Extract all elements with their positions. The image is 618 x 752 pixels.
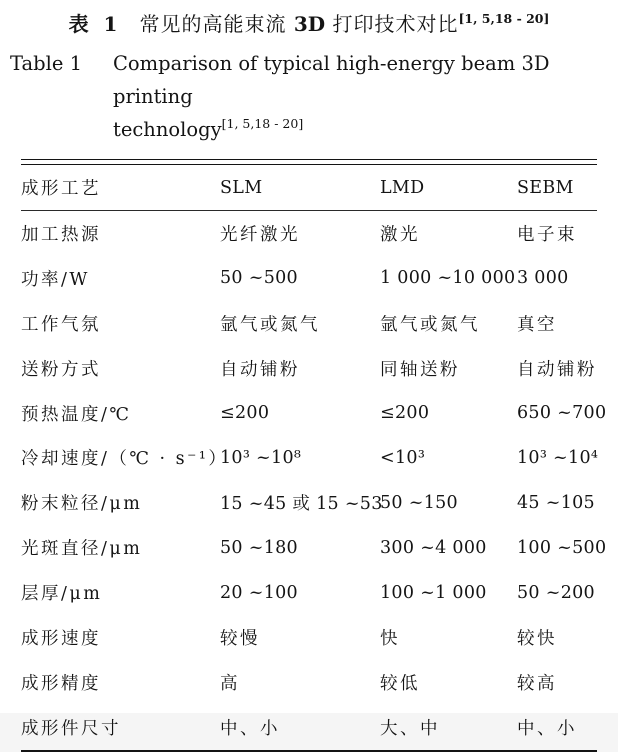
table-row bbox=[21, 480, 597, 525]
cell-sebm: 自动铺粉 bbox=[517, 359, 597, 380]
cell-slm: 50 ~180 bbox=[220, 537, 298, 558]
cell-lmd: 大、中 bbox=[380, 718, 440, 739]
caption-zh-title-post: 打印技术对比 bbox=[325, 12, 459, 36]
cell-lmd: 氩气或氮气 bbox=[380, 314, 480, 335]
cell-slm: 中、小 bbox=[220, 718, 280, 739]
table-row bbox=[21, 301, 597, 346]
cell-sebm: 较高 bbox=[517, 673, 557, 694]
row-label: 加工热源 bbox=[21, 224, 101, 245]
cell-sebm: 10³ ~10⁴ bbox=[517, 447, 599, 468]
table-row bbox=[21, 211, 597, 256]
table-row bbox=[21, 615, 597, 660]
cell-slm: ≤200 bbox=[220, 403, 270, 423]
row-label: 功率/W bbox=[21, 269, 90, 290]
cell-lmd: 100 ~1 000 bbox=[380, 582, 487, 603]
cell-lmd: 50 ~150 bbox=[380, 492, 458, 513]
row-label: 粉末粒径/μm bbox=[21, 494, 143, 515]
cell-sebm: 真空 bbox=[517, 314, 557, 335]
cell-sebm: 较快 bbox=[517, 628, 557, 649]
table-row bbox=[21, 435, 597, 480]
cell-slm: 10³ ~10⁸ bbox=[220, 447, 302, 468]
cell-sebm: 3 000 bbox=[517, 268, 569, 289]
caption-zh bbox=[0, 0, 618, 40]
cell-lmd: 激光 bbox=[380, 224, 420, 245]
table-row bbox=[21, 660, 597, 705]
caption-en-title bbox=[113, 47, 618, 148]
cell-sebm: 电子束 bbox=[517, 224, 577, 245]
cell-slm: 氩气或氮气 bbox=[220, 314, 320, 335]
table-header-row bbox=[21, 165, 597, 210]
cell-lmd: 较低 bbox=[380, 673, 420, 694]
caption-en bbox=[0, 47, 618, 148]
table-row bbox=[21, 391, 607, 436]
cell-sebm: 45 ~105 bbox=[517, 492, 595, 513]
caption-zh-citation-superscript: [1, 5,18 - 20] bbox=[458, 11, 550, 26]
cell-slm: 高 bbox=[220, 673, 240, 694]
cell-sebm: 中、小 bbox=[517, 718, 577, 739]
cell-slm: 20 ~100 bbox=[220, 582, 298, 603]
cell-sebm: 50 ~200 bbox=[517, 582, 595, 603]
cell-slm: 光纤激光 bbox=[220, 224, 300, 245]
row-label: 冷却速度/（℃ · s⁻¹） bbox=[21, 449, 229, 470]
caption-en-title-line1: Comparison of typical high-energy beam 3D printing bbox=[113, 52, 550, 108]
table-row bbox=[21, 256, 597, 301]
cell-lmd: 同轴送粉 bbox=[380, 359, 460, 380]
row-label: 成形速度 bbox=[21, 628, 101, 649]
row-label: 工作气氛 bbox=[21, 314, 101, 335]
column-header-process: 成形工艺 bbox=[21, 179, 101, 199]
row-label: 层厚/μm bbox=[21, 584, 103, 605]
column-header-lmd: LMD bbox=[380, 177, 425, 198]
caption-en-citation-superscript: [1, 5,18 - 20] bbox=[221, 116, 304, 131]
caption-en-label: Table 1 bbox=[10, 52, 82, 75]
cell-sebm: 100 ~500 bbox=[517, 537, 607, 558]
table-row bbox=[21, 346, 597, 391]
cell-slm: 50 ~500 bbox=[220, 268, 298, 289]
caption-zh-label: 表 1 bbox=[68, 12, 122, 36]
cell-slm: 15 ~45 或 15 ~53 bbox=[220, 494, 383, 515]
row-label: 成形精度 bbox=[21, 673, 101, 694]
cell-lmd: ≤200 bbox=[380, 403, 430, 423]
cell-lmd: <10³ bbox=[380, 447, 426, 468]
row-label: 送粉方式 bbox=[21, 359, 101, 380]
cell-lmd: 300 ~4 000 bbox=[380, 537, 487, 558]
cell-lmd: 快 bbox=[380, 628, 400, 649]
column-header-sebm: SEBM bbox=[517, 177, 574, 198]
table-bottom-rule bbox=[21, 750, 597, 752]
row-label: 预热温度/℃ bbox=[21, 404, 132, 425]
comparison-table bbox=[21, 159, 607, 752]
table-row bbox=[21, 570, 597, 615]
row-label: 成形件尺寸 bbox=[21, 718, 121, 739]
caption-zh-title-bold: 3D bbox=[293, 12, 326, 36]
column-header-slm: SLM bbox=[220, 177, 263, 198]
caption-zh-title-pre: 常见的高能束流 bbox=[139, 12, 294, 36]
caption-en-title-line2: technology[1, 5,18 - 20] bbox=[113, 116, 304, 141]
row-label: 光斑直径/μm bbox=[21, 539, 143, 560]
cell-slm: 自动铺粉 bbox=[220, 359, 300, 380]
table-row bbox=[21, 705, 597, 750]
table-row bbox=[21, 525, 607, 570]
cell-lmd: 1 000 ~10 000 bbox=[380, 268, 516, 289]
cell-slm: 较慢 bbox=[220, 628, 260, 649]
cell-sebm: 650 ~700 bbox=[517, 403, 607, 423]
